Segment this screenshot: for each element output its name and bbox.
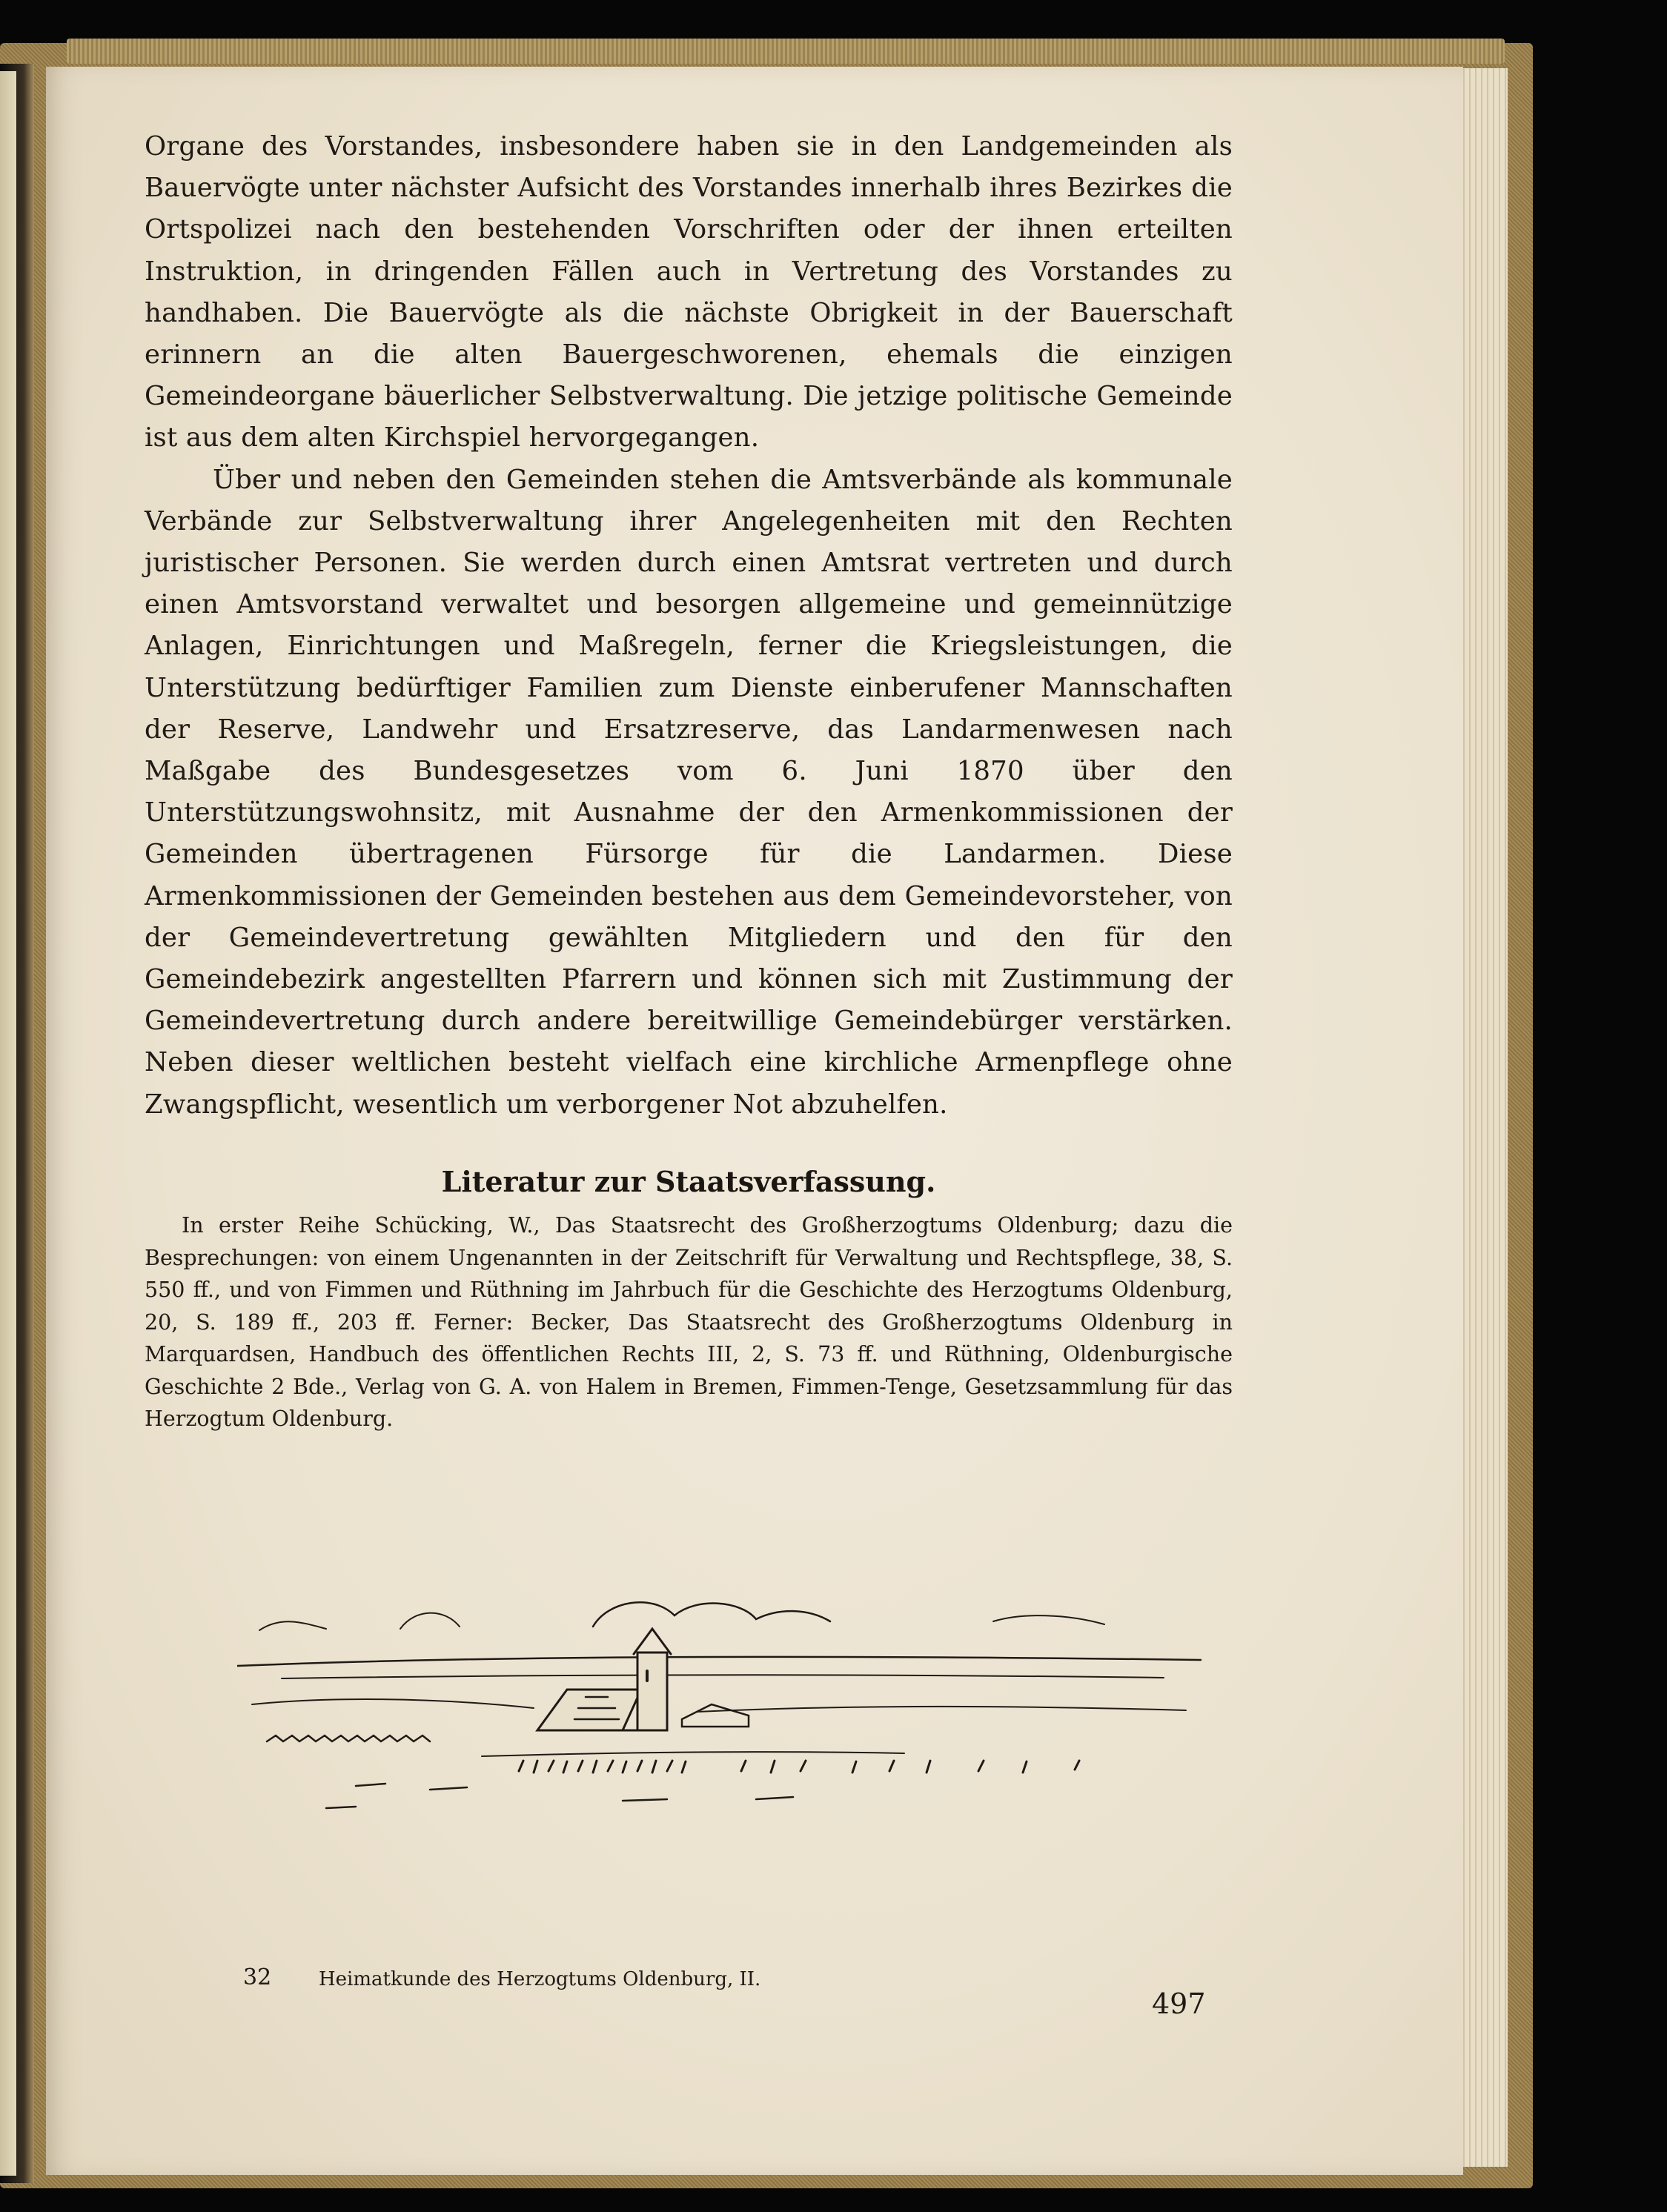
literature-text: In erster Reihe Schücking, W., Das Staatsrecht des Großherzogtums Oldenburg; dazu die Besprechungen: von einem Ungenannten in der Zeitschrift für Verwaltung und Rechtspflege, 38, S. 550 ff., und von Fimmen und Rüthning im Jahrbuch für die Geschichte des Herzogtums Oldenburg, 20, S. 189 ff., 203 ff. Ferner: Becker, Das Staatsrecht des Großherzogtums Oldenburg in Marquardsen, Handbuch des öffentlichen Rechts III, 2, S. 73 ff. und Rüthning, Oldenburgische Geschichte 2 Bde., Verlag von G. A. von Halem in Bremen, Fimmen-Tenge, Gesetzsammlung für das Herzogtum Oldenburg. <box>145 1213 1233 1431</box>
footer-title: Heimatkunde des Herzogtums Oldenburg, II. <box>319 1968 761 1990</box>
paragraph-2: Über und neben den Gemeinden stehen die Amtsverbände als kommunale Verbände zur Selbstverwaltung ihrer Angelegenheiten mit den Rechten juristischer Personen. Sie werden durch einen Amtsrat vertreten und durch einen Amtsvorstand verwaltet und besorgen allgemeine und gemeinnützige Anlagen, Einrichtungen und Maßregeln, ferner die Kriegsleistungen, die Unterstützung bedürftiger Familien zum Dienste einberufener Mannschaften der Reserve, Landwehr und Ersatzreserve, das Landarmenwesen nach Maßgabe des Bundesgesetzes vom 6. Juni 1870 über den Unterstützungswohnsitz, mit Ausnahme der den Armenkommissionen der Gemeinden übertragenen Fürsorge für die Landarmen. Diese Armenkommissionen der Gemeinden bestehen aus dem Gemeindevorsteher, von der Gemeindevertretung gewählten Mitgliedern und den für den Gemeindebezirk angestellten Pfarrern und können sich mit Zustimmung der Gemeindevertretung durch andere bereitwillige Gemeindebürger verstärken. Neben dieser weltlichen besteht vielfach eine kirchliche Armenpflege ohne Zwangspflicht, wesentlich um verborgener Not abzuhelfen. <box>145 464 1233 1120</box>
body-text <box>145 126 1233 1126</box>
cover-top-edge <box>67 39 1505 64</box>
page-block-edges <box>1459 68 1508 2167</box>
signature-mark: 32 <box>243 1964 272 1990</box>
facing-page-edge <box>0 71 16 2176</box>
landscape-sketch <box>237 1586 1216 1830</box>
paragraph-1: Organe des Vorstandes, insbesondere haben sie in den Landgemeinden als Bauervögte unter nächster Aufsicht des Vorstandes innerhalb ihres Bezirkes die Ortspolizei nach den bestehenden Vorschriften oder der ihnen erteilten Instruktion, in dringenden Fällen auch in Vertretung des Vorstandes zu handhaben. Die Bauervögte als die nächste Obrigkeit in der Bauerschaft erinnern an die alten Bauergeschworenen, ehemals die einzigen Gemeindeorgane bäuerlicher Selbstverwaltung. Die jetzige politische Gemeinde ist aus dem alten Kirchspiel hervorgegangen. <box>145 131 1233 454</box>
page-number: 497 <box>1152 1987 1206 2020</box>
literature-heading: Literatur zur Staatsverfassung. <box>441 1165 936 1198</box>
